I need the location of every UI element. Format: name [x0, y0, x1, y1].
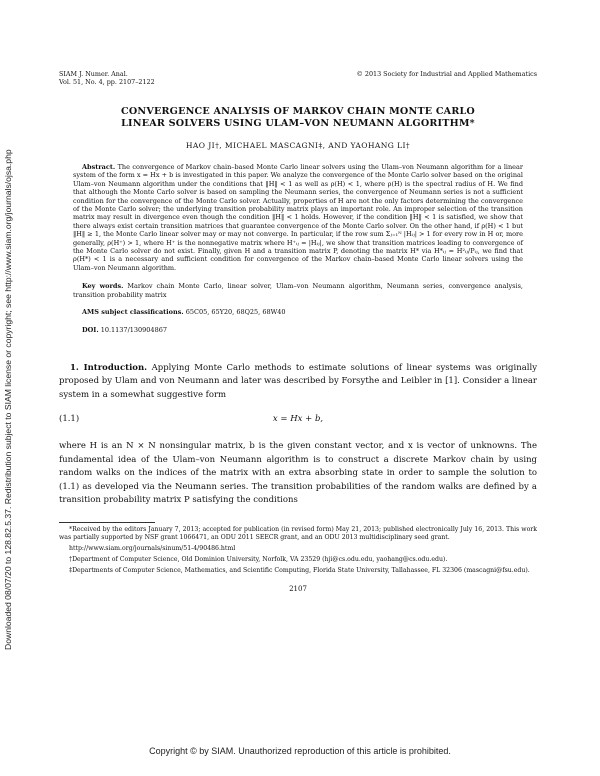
- introduction-text: Applying Monte Carlo methods to estimate solutions of linear systems was originally proposed by Ulam and von Neumann and later was described by Forsythe and Leibler in [1]. Consider a linear system in a somewhat suggestive form: [59, 362, 538, 400]
- body-paragraph: where H is an N × N nonsingular matrix, b is the given constant vector, and x is vector of unknowns. The fundamental idea of the Ulam–von Neumann algorithm is to construct a discrete Markov chain by using random walks on the indices of the matrix with an extra absorbing state in order to sample the solution to (1.1) as developed via the Neumann series. The transition probabilities of the random walks are defined by a transition probability matrix P satisfying the conditions: [59, 441, 537, 506]
- running-header: [59, 70, 537, 86]
- paper-title: [59, 106, 537, 130]
- introduction-paragraph: [59, 362, 537, 403]
- abstract: [73, 163, 523, 272]
- doi: [73, 326, 523, 334]
- page-number: 2107: [289, 584, 307, 593]
- title-line-2: LINEAR SOLVERS USING ULAM–VON NEUMANN ALGORITHM*: [121, 118, 475, 129]
- abstract-text: The convergence of Markov chain–based Monte Carlo linear solvers using the Ulam–von Neumann algorithm for a linear system of the form x = Hx + b is investigated in this paper. We analyze the convergence of the Monte Carlo solver based on the original Ulam–von Neumann algorithm under the conditions that ‖H‖ < 1 as well as ρ(H) < 1, where ρ(H) is the spectral radius of H. We find that although the Monte Carlo solver is based on sampling the Neumann series, the convergence of Neumann series is not a sufficient condition for the convergence of the Monte Carlo solver. Actually, properties of H are not the only factors determining the convergence of the Monte Carlo solver; the underlying transition probability matrix plays an important role. An improper selection of the transition matrix may result in divergence even though the condition ‖H‖ < 1 holds. However, if the condition ‖H‖ < 1 is satisfied, we show that there always exist certain transition matrices that guarantee convergence of the Monte Carlo solver. On the other hand, if ρ(H) < 1 but ‖H‖ ≥ 1, the Monte Carlo linear solver may or may not converge. In particular, if the row sum Σⱼ₌₁ᴺ |Hᵢⱼ| > 1 for every row in H or, more generally, ρ(H⁺) > 1, where H⁺ is the nonnegative matrix where H⁺ᵢⱼ = |Hᵢⱼ|, we show that transition matrices leading to convergence of the Monte Carlo solver do not exist. Finally, given H and a transition matrix P, denoting the matrix H* via H*ᵢⱼ = H²ᵢⱼ/Pᵢⱼ, we find that ρ(H*) < 1 is a necessary and sufficient condition for convergence of the Markov chain–based Monte Carlo linear solvers using the Ulam–von Neumann algorithm.: [73, 163, 523, 272]
- page-content: [59, 70, 537, 593]
- keywords-text: Markov chain Monte Carlo, linear solver, Ulam–von Neumann algorithm, Neumann series, convergence analysis, transition probability matrix: [73, 282, 523, 299]
- ams-classifications: [73, 308, 523, 316]
- section-heading: 1. Introduction.: [70, 362, 148, 373]
- abstract-label: Abstract.: [82, 163, 116, 171]
- equation-expression: x = Hx + b,: [272, 414, 324, 425]
- volume-info: Vol. 51, No. 4, pp. 2107–2122: [59, 78, 155, 86]
- title-line-1: CONVERGENCE ANALYSIS OF MARKOV CHAIN MONTE CARLO: [120, 106, 475, 117]
- doi-label: DOI.: [82, 325, 99, 334]
- authors: HAO JI†, MICHAEL MASCAGNI‡, AND YAOHANG LI†: [185, 141, 411, 150]
- download-side-note: Downloaded 08/07/20 to 128.82.5.37. Redistribution subject to SIAM license or copyright; see http://www.siam.org/journals/ojsa.php: [3, 149, 13, 651]
- equation-number: (1.1): [59, 414, 80, 425]
- footnote-received: *Received by the editors January 7, 2013; accepted for publication (in revised form) May 21, 2013; published electronically July 16, 2013. This work was partially supported by NSF grant 1066471, an ODU 2011 SEECR grant, and an ODU 2013 multidisciplinary seed grant.: [59, 525, 537, 541]
- doi-text: 10.1137/130904867: [100, 325, 167, 334]
- ams-label: AMS subject classifications.: [82, 308, 184, 317]
- journal-name: SIAM J. Numer. Anal.: [59, 70, 128, 78]
- keywords-label: Key words.: [82, 282, 124, 291]
- footnote-rule: [59, 522, 155, 523]
- bottom-copyright: Copyright © by SIAM. Unauthorized reproduction of this article is prohibited.: [149, 746, 451, 756]
- footnote-url: http://www.siam.org/journals/sinum/51-4/90486.html: [69, 544, 236, 552]
- footnote-fsu: ‡Departments of Computer Science, Mathematics, and Scientific Computing, Florida State University, Tallahassee, FL 32306 (mascagni@fsu.edu).: [69, 566, 530, 574]
- ams-text: 65C05, 65Y20, 68Q25, 68W40: [185, 308, 286, 317]
- keywords: [73, 282, 523, 299]
- header-copyright: © 2013 Society for Industrial and Applied Mathematics: [356, 70, 537, 78]
- footnote-odu: †Department of Computer Science, Old Dominion University, Norfolk, VA 23529 (hji@cs.odu.edu, yaohang@cs.odu.edu).: [69, 555, 448, 563]
- journal-info: [59, 70, 155, 86]
- equation-1-1: [59, 414, 537, 428]
